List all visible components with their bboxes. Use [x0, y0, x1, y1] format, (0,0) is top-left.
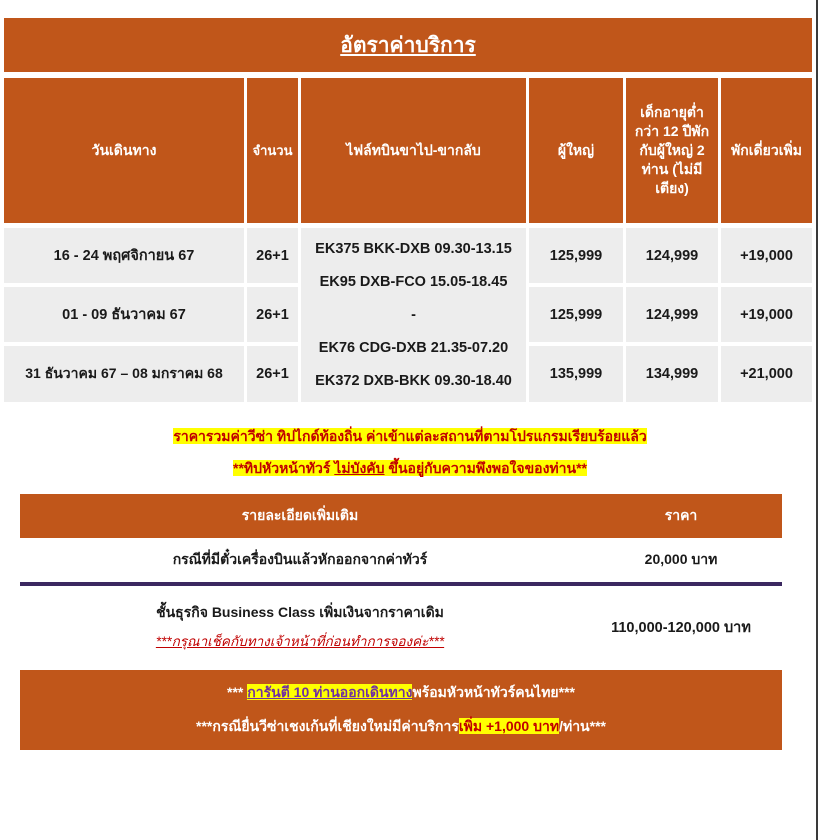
- header-seats: จำนวน: [247, 78, 298, 223]
- row-child-price: 124,999: [626, 287, 718, 342]
- business-class-price: 110,000-120,000 บาท: [611, 619, 751, 636]
- row-single-price: +19,000: [721, 228, 812, 283]
- header-travel-date: วันเดินทาง: [4, 78, 244, 223]
- price-table-title: อัตราค่าบริการ: [4, 18, 812, 72]
- flight-line: -: [411, 306, 416, 323]
- row-single-price: +21,000: [721, 346, 812, 402]
- included-note: ราคารวมค่าวีซ่า ทิปไกด์ท้องถิ่น ค่าเข้าแต่ละสถานที่ตามโปรแกรมเรียบร้อยแล้ว: [173, 428, 647, 444]
- header-child-price: เด็กอายุต่ำกว่า 12 ปีพักกับผู้ใหญ่ 2 ท่าน (ไม่มีเตียง): [626, 78, 718, 223]
- row-adult-price: 125,999: [529, 228, 623, 283]
- row-date: 31 ธันวาคม 67 – 08 มกราคม 68: [4, 346, 244, 402]
- flight-line: EK375 BKK-DXB 09.30-13.15: [315, 240, 512, 257]
- ticket-deduct-price: 20,000 บาท: [644, 551, 718, 567]
- ticket-deduct-desc: กรณีที่มีตั๋วเครื่องบินแล้วหักออกจากค่าทัวร์: [172, 551, 428, 567]
- flight-schedule: [301, 228, 526, 402]
- extra-header-price: ราคา: [580, 494, 782, 538]
- page-border-line: [816, 0, 818, 840]
- guarantee-line: *** การันตี 10 ท่านออกเดินทางพร้อมหัวหน้าทัวร์คนไทย***: [227, 684, 575, 700]
- header-single-supplement: พักเดี่ยวเพิ่ม: [721, 78, 812, 223]
- row-date: 16 - 24 พฤศจิกายน 67: [4, 228, 244, 283]
- flight-line: EK76 CDG-DXB 21.35-07.20: [318, 340, 509, 357]
- guarantee-banner: [20, 670, 782, 750]
- row-seats: 26+1: [247, 228, 298, 283]
- row-seats: 26+1: [247, 287, 298, 342]
- extra-header-detail: รายละเอียดเพิ่มเติม: [20, 494, 580, 538]
- row-adult-price: 125,999: [529, 287, 623, 342]
- business-class-info: ชั้นธุรกิจ Business Class เพิ่มเงินจากราคาเดิม ***กรุณาเช็คกับทางเจ้าหน้าที่ก่อนทำการจองค่ะ***: [155, 604, 445, 649]
- flight-line: EK95 DXB-FCO 15.05-18.45: [319, 273, 508, 290]
- header-adult-price: ผู้ใหญ่: [529, 78, 623, 223]
- flight-line: EK372 DXB-BKK 09.30-18.40: [315, 373, 512, 390]
- row-child-price: 134,999: [626, 346, 718, 402]
- row-adult-price: 135,999: [529, 346, 623, 402]
- row-child-price: 124,999: [626, 228, 718, 283]
- header-flights: ไฟล์ทบินขาไป-ขากลับ: [301, 78, 526, 223]
- tip-note: **ทิปหัวหน้าทัวร์ ไม่บังคับ ขึ้นอยู่กับความพึงพอใจของท่าน**: [233, 460, 587, 476]
- row-date: 01 - 09 ธันวาคม 67: [4, 287, 244, 342]
- row-single-price: +19,000: [721, 287, 812, 342]
- table-divider: [20, 582, 782, 586]
- row-seats: 26+1: [247, 346, 298, 402]
- visa-fee-line: ***กรณียื่นวีซ่าเชงเก้นที่เชียงใหม่มีค่าบริการเพิ่ม +1,000 บาท/ท่าน***: [196, 718, 606, 734]
